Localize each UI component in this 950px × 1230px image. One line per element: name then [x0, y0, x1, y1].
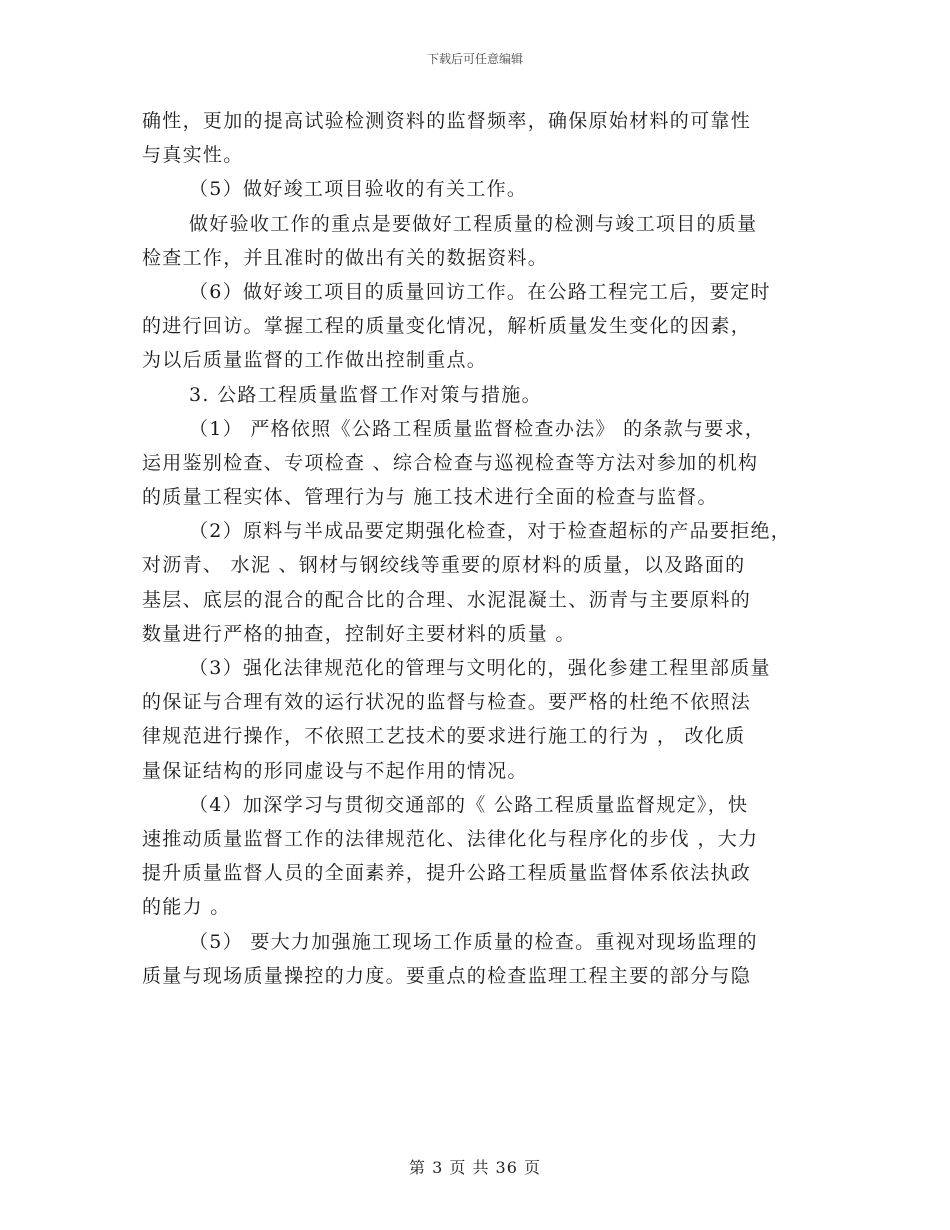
document-body	[142, 104, 822, 993]
text-line: 做好验收工作的重点是要做好工程质量的检测与竣工项目的质量	[189, 212, 758, 235]
text-line: 的进行回访。掌握工程的质量变化情况，解析质量发生变化的因素，	[142, 315, 752, 338]
text-line: 质量与现场质量操控的力度。要重点的检查监理工程主要的部分与隐	[142, 964, 752, 987]
section-heading: （6）做好竣工项目的质量回访工作。在公路工程完工后，要定时	[189, 280, 771, 303]
page-header: 下载后可任意编辑	[426, 52, 523, 66]
text-line: 运用鉴别检查、专项检查 、综合检查与巡视检查等方法对参加的机构	[142, 451, 759, 474]
section-heading: （5） 要大力加强施工现场工作质量的检查。重视对现场监理的	[189, 930, 758, 953]
section-heading: （1） 严格依照《公路工程质量监督检查办法》 的条款与要求，	[189, 417, 766, 440]
text-line: 的质量工程实体、管理行为与 施工技术进行全面的检查与监督。	[142, 486, 718, 509]
text-line: 对沥青、 水泥 、钢材与钢绞线等重要的原材料的质量，以及路面的	[142, 554, 746, 577]
text-line: 提升质量监督人员的全面素养，提升公路工程质量监督体系依法执政	[142, 862, 752, 885]
text-line: 量保证结构的形同虚设与不起作用的情况。	[142, 759, 528, 782]
text-line: 的能力 。	[142, 896, 231, 919]
section-heading: （5）做好竣工项目验收的有关工作。	[189, 178, 528, 201]
page-footer: 第 3 页 共 36 页	[409, 1158, 541, 1177]
text-line: 确性，更加的提高试验检测资料的监督频率，确保原始材料的可靠性	[142, 110, 752, 132]
section-heading: （2）原料与半成品要定期强化检查，对于检查超标的产品要拒绝，	[189, 520, 792, 543]
text-line: 的保证与合理有效的运行状况的监督与检查。要严格的杜绝不依照法	[142, 691, 752, 714]
text-line: 检查工作，并且准时的做出有关的数据资料。	[142, 246, 549, 269]
text-line: 律规范进行操作，不依照工艺技术的要求进行施工的行为 ， 改化质	[142, 725, 746, 748]
section-heading: （3）强化法律规范化的管理与文明化的，强化参建工程里部质量	[189, 657, 771, 679]
text-line: 为以后质量监督的工作做出控制重点。	[142, 349, 488, 372]
text-line: 速推动质量监督工作的法律规范化、法律化化与程序化的步伐 ，大力	[142, 827, 759, 850]
text-line: 数量进行严格的抽查，控制好主要材料的质量 。	[142, 622, 576, 645]
section-heading: （4）加深学习与贯彻交通部的《 公路工程质量监督规定》，快	[189, 793, 749, 816]
section-title: 3. 公路工程质量监督工作对策与措施。	[189, 383, 542, 406]
text-line: 基层、底层的混合的配合比的合理、水泥混凝土、沥青与主要原料的	[142, 588, 752, 611]
text-line: 与真实性。	[142, 144, 244, 167]
